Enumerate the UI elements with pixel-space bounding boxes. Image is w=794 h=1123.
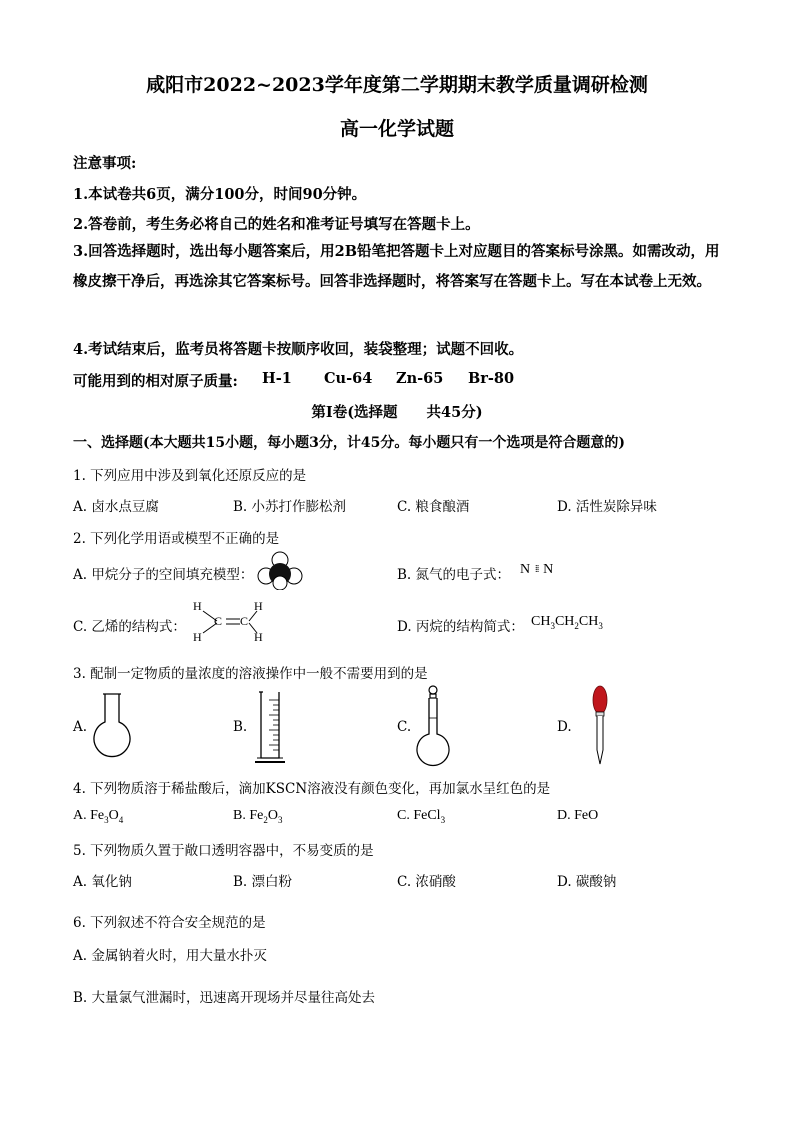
q4-b-o: O [267,808,278,823]
q2-d-formula [531,614,603,631]
q4-b-sub2: 3 [277,814,283,825]
atomic-mass-zn: Zn-65 [396,370,444,387]
q3-stem: 3. 配制一定物质的量浓度的溶液操作中一般不需要用到的是 [73,666,428,682]
q1-option-d: D. 活性炭除异味 [557,499,657,515]
propane-ch3-a: CH [531,614,551,629]
ethylene-atom-c1: C [214,614,223,628]
q5-option-b: B. 漂白粉 [233,874,293,890]
q4-c-sub: 3 [440,814,446,825]
ethylene-atom-h3: H [193,630,202,644]
q5-option-d: D. 碳酸钠 [557,874,617,890]
electron-dots-icon: ⁞⁞ [534,564,539,575]
q3-label-c: C. [397,719,412,735]
ethylene-atom-h4: H [254,630,263,644]
volumetric-flask-icon [413,684,453,768]
q2-stem: 2. 下列化学用语或模型不正确的是 [73,531,280,547]
propane-sub-3a: 3 [550,620,555,631]
atomic-mass-cu: Cu-64 [324,370,373,387]
atomic-mass-br: Br-80 [468,370,515,387]
q2-option-c: C. 乙烯的结构式： [73,619,186,635]
q4-b-fe: B. Fe [233,808,264,823]
methane-space-filling-model-icon [256,550,304,590]
ethylene-atom-h2: H [254,599,263,613]
part1-heading: 第Ⅰ卷(选择题 共45分) [311,404,483,421]
q4-a-o: O [108,808,119,823]
ethylene-atom-h1: H [193,599,202,613]
q1-option-a: A. 卤水点豆腐 [73,499,159,515]
q2-b-n-right: N [543,562,554,577]
q6-option-b: B. 大量氯气泄漏时，迅速离开现场并尽量往高处去 [73,990,376,1006]
section1-heading: 一、选择题(本大题共15小题，每小题3分，计45分。每小题只有一个选项是符合题意的) [73,435,625,451]
dropper-icon [590,684,610,768]
atomic-mass-h: H-1 [262,370,292,387]
q4-stem: 4. 下列物质溶于稀盐酸后，滴加KSCN溶液没有颜色变化，再加氯水呈红色的是 [73,781,551,797]
notice-item-3: 3.回答选择题时，选出每小题答案后，用2B铅笔把答题卡上对应题目的答案标号涂黑。如需改动，用橡皮擦干净后，再选涂其它答案标号。回答非选择题时，将答案写在答题卡上。写在本试卷上无效。 [73,243,720,290]
atomic-mass-label: 可能用到的相对原子质量: [73,373,238,390]
q4-option-c [397,808,445,825]
q4-option-a [73,808,123,825]
q5-option-a: A. 氧化钠 [73,874,132,890]
q2-option-a: A. 甲烷分子的空间填充模型： [73,567,254,583]
q4-a-sub1: 3 [104,814,109,825]
q1-option-c: C. 粮食酿酒 [397,499,470,515]
page-subtitle: 高一化学试题 [339,118,454,140]
q2-b-n-left: N [520,562,531,577]
propane-sub-2: 2 [574,620,579,631]
q1-stem: 1. 下列应用中涉及到氧化还原反应的是 [73,468,307,484]
q2-option-b: B. 氮气的电子式： [397,567,511,583]
propane-ch3-b: CH [578,614,599,629]
q4-a-fe: A. Fe [73,808,105,823]
page-title: 咸阳市2022~2023学年度第二学期期末教学质量调研检测 [146,74,648,96]
q6-stem: 6. 下列叙述不符合安全规范的是 [73,915,266,931]
propane-ch2: CH [554,614,575,629]
q6-option-a: A. 金属钠着火时，用大量水扑灭 [73,948,267,964]
q2-b-electron-formula [520,562,553,578]
notice-item-2: 2.答卷前，考生务必将自己的姓名和准考证号填写在答题卡上。 [73,216,480,233]
q4-option-d: D. FeO [557,808,599,823]
notice-item-4: 4.考试结束后，监考员将答题卡按顺序收回，装袋整理；试题不回收。 [73,341,524,358]
notice-item-1: 1.本试卷共6页，满分100分，时间90分钟。 [73,186,367,203]
round-bottom-flask-icon [90,692,134,760]
q5-option-c: C. 浓硝酸 [397,874,456,890]
q5-stem: 5. 下列物质久置于敞口透明容器中，不易变质的是 [73,843,374,859]
q3-label-b: B. [233,719,248,735]
q4-c-fecl: C. FeCl [397,808,441,823]
q1-option-b: B. 小苏打作膨松剂 [233,499,347,515]
q2-option-d: D. 丙烷的结构简式： [397,619,524,635]
q3-label-d: D. [557,719,572,735]
ethylene-atom-c2: C [240,614,249,628]
notice-heading: 注意事项: [73,155,137,172]
q4-b-sub1: 2 [263,814,268,825]
q4-option-b [233,808,282,825]
graduated-cylinder-icon [253,688,287,766]
q3-label-a: A. [73,719,88,735]
propane-sub-3b: 3 [598,620,603,631]
q4-a-sub2: 4 [118,814,124,825]
